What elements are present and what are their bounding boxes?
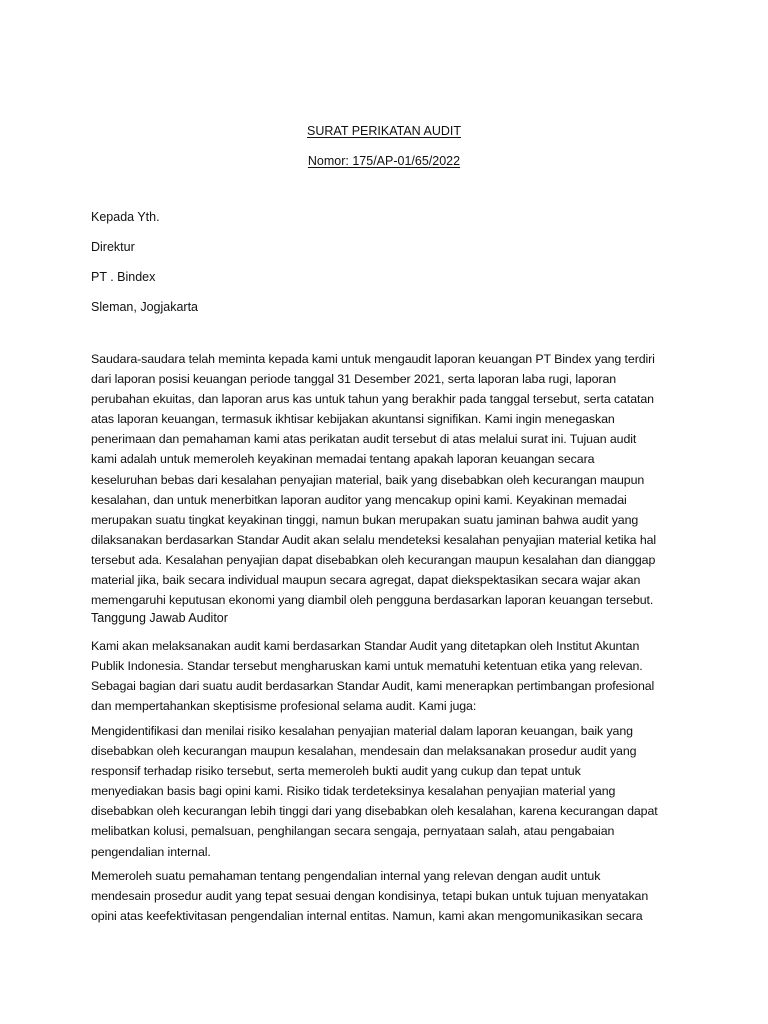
paragraph-line: dan mempertahankan skeptisisme profesional selama audit. Kami juga: (91, 699, 477, 714)
paragraph-line: Saudara-saudara telah meminta kepada kami untuk mengaudit laporan keuangan PT Bindex yang terdiri (91, 352, 655, 366)
paragraph-line: memengaruhi keputusan ekonomi yang diambil oleh pengguna berdasarkan laporan keuangan tersebut. (91, 593, 654, 608)
paragraph-introduction (91, 349, 684, 610)
paragraph-line: merupakan suatu tingkat keyakinan tinggi, namun bukan merupakan suatu jaminan bahwa audit yang (91, 512, 639, 527)
paragraph-line: Publik Indonesia. Standar tersebut mengharuskan kami untuk mematuhi ketentuan etika yang relevan. (91, 659, 643, 674)
paragraph-line: mendesain prosedur audit yang tepat sesuai dengan kondisinya, tetapi bukan untuk tujuan menyatakan (91, 889, 649, 904)
paragraph-line: kesalahan, dan untuk menerbitkan laporan auditor yang mencakup opini kami. Keyakinan memadai (91, 492, 627, 507)
paragraph-line: material jika, baik secara individual maupun secara agregat, dapat diekspektasikan secara wajar akan (91, 573, 641, 588)
paragraph-line: kami adalah untuk memeroleh keyakinan memadai tentang apakah laporan keuangan secara (91, 452, 595, 467)
paragraph-line: Mengidentifikasi dan menilai risiko kesalahan penyajian material dalam laporan keuangan, baik yang (91, 724, 633, 738)
paragraph-line: penerimaan dan pemahaman kami atas perikatan audit tersebut di atas melalui surat ini. Tujuan audit (91, 432, 637, 447)
paragraph-line: atas laporan keuangan, termasuk ikhtisar kebijakan akuntansi signifikan. Kami ingin menegaskan (91, 412, 615, 427)
paragraph-line: pengendalian internal. (91, 844, 211, 859)
paragraph-line: dari laporan posisi keuangan periode tanggal 31 Desember 2021, serta laporan laba rugi, laporan (91, 372, 617, 387)
paragraph-line: opini atas keefektivitasan pengendalian internal entitas. Namun, kami akan mengomunikasikan secara (91, 909, 643, 924)
paragraph-line: melibatkan kolusi, pemalsuan, penghilangan secara sengaja, pernyataan salah, atau pengabaian (91, 824, 615, 839)
paragraph-risk-identification (91, 721, 684, 862)
paragraph-line: menyediakan basis bagi opini kami. Risiko tidak terdeteksinya kesalahan penyajian material yang (91, 784, 616, 799)
paragraph-line: Memeroleh suatu pemahaman tentang pengendalian internal yang relevan dengan audit untuk (91, 869, 601, 883)
paragraph-line: dilaksanakan berdasarkan Standar Audit akan selalu mendeteksi kesalahan penyajian material ketika hal (91, 532, 657, 547)
address-company: PT . Bindex (91, 270, 156, 284)
paragraph-line: perubahan ekuitas, dan laporan arus kas untuk tahun yang berakhir pada tanggal tersebut, serta catatan (91, 392, 654, 407)
paragraph-line: Kami akan melaksanakan audit kami berdasarkan Standar Audit yang ditetapkan oleh Institut Akuntan (91, 639, 640, 653)
paragraph-line: keseluruhan bebas dari kesalahan penyajian material, baik yang disebabkan oleh kecurangan maupun (91, 472, 645, 487)
paragraph-line: tersebut ada. Kesalahan penyajian dapat disebabkan oleh kecurangan maupun kesalahan dan dianggap (91, 552, 656, 567)
paragraph-line: responsif terhadap risiko tersebut, serta memeroleh bukti audit yang cukup dan tepat untuk (91, 764, 581, 779)
section-heading: Tanggung Jawab Auditor (91, 611, 228, 625)
paragraph-internal-control (91, 866, 684, 926)
paragraph-line: Sebagai bagian dari suatu audit berdasarkan Standar Audit, kami menerapkan pertimbangan profesional (91, 679, 655, 694)
address-position: Direktur (91, 240, 135, 254)
letter-title: SURAT PERIKATAN AUDIT (307, 124, 461, 138)
address-to: Kepada Yth. (91, 210, 160, 224)
letter-number: Nomor: 175/AP-01/65/2022 (307, 154, 461, 168)
paragraph-standards (91, 636, 684, 716)
paragraph-line: disebabkan oleh kecurangan maupun kesalahan, mendesain dan melaksanakan prosedur audit yang (91, 744, 637, 759)
paragraph-line: disebabkan oleh kecurangan lebih tinggi dari yang disebabkan oleh kesalahan, karena kecurangan dapat (91, 804, 658, 819)
address-city: Sleman, Jogjakarta (91, 300, 199, 314)
